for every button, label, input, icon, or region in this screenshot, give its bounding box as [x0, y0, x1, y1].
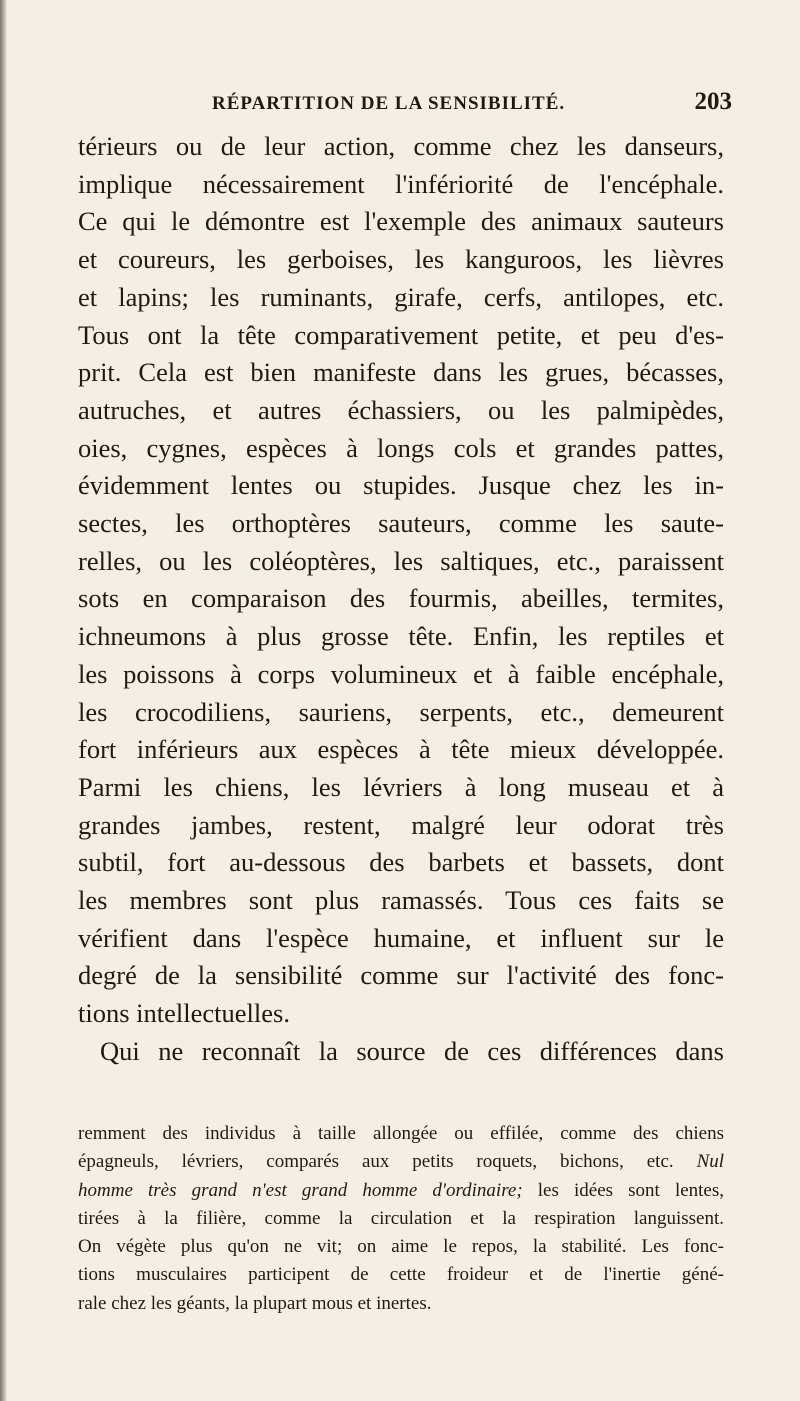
page-number: 203 [694, 88, 732, 115]
text-line: sots en comparaison des fourmis, abeilles, termites, [78, 583, 724, 614]
text-line: relles, ou les coléoptères, les saltiques, etc., paraissent [78, 545, 724, 576]
text-line: prit. Cela est bien manifeste dans les grues, bécasses, [78, 357, 724, 388]
footnote-line [78, 1177, 724, 1205]
footnote-text: les idées sont lentes, [537, 1179, 725, 1201]
footnote-italic-text: homme très grand n'est grand homme d'ordinaire; [78, 1179, 523, 1201]
footnote-line: tirées à la filière, comme la circulation et la respiration languissent. [78, 1207, 724, 1229]
footnote [78, 1120, 724, 1318]
text-line: térieurs ou de leur action, comme chez les danseurs, [78, 131, 724, 161]
text-line: Ce qui le démontre est l'exemple des animaux sauteurs [78, 206, 724, 237]
footnote-line: rale chez les géants, la plupart mous et inertes. [78, 1292, 432, 1314]
running-title: RÉPARTITION DE LA SENSIBILITÉ. [212, 93, 566, 114]
text-line: ichneumons à plus grosse tête. Enfin, les reptiles et [78, 621, 724, 652]
text-line: les membres sont plus ramassés. Tous ces faits se [78, 885, 724, 916]
text-line: oies, cygnes, espèces à longs cols et grandes pattes, [78, 432, 724, 463]
text-line: grandes jambes, restent, malgré leur odorat très [78, 809, 724, 840]
running-header [212, 88, 732, 116]
text-line: évidemment lentes ou stupides. Jusque chez les in- [78, 470, 724, 501]
footnote-line: remment des individus à taille allongée ou effilée, comme des chiens [78, 1123, 724, 1144]
footnote-line: On végète plus qu'on ne vit; on aime le repos, la stabilité. Les fonc- [78, 1236, 724, 1258]
footnote-text: épagneuls, lévriers, comparés aux petits roquets, bichons, etc. [78, 1151, 674, 1173]
footnote-line [78, 1148, 724, 1176]
paragraph-start-line: Qui ne reconnaît la source de ces différences dans [100, 1035, 724, 1066]
text-line: les poissons à corps volumineux et à faible encéphale, [78, 658, 724, 689]
main-text [78, 128, 724, 1071]
text-line: degré de la sensibilité comme sur l'activité des fonc- [78, 960, 724, 991]
text-line: subtil, fort au-dessous des barbets et bassets, dont [78, 847, 724, 878]
text-line: tions intellectuelles. [78, 998, 290, 1029]
text-line: fort inférieurs aux espèces à tête mieux développée. [78, 734, 724, 765]
text-line: les crocodiliens, sauriens, serpents, etc., demeurent [78, 696, 724, 727]
text-line: implique nécessairement l'infériorité de l'encéphale. [78, 168, 724, 199]
text-line: et coureurs, les gerboises, les kanguroos, les lièvres [78, 244, 724, 275]
text-line: autruches, et autres échassiers, ou les palmipèdes, [78, 394, 724, 425]
text-line: vérifient dans l'espèce humaine, et influent sur le [78, 922, 724, 953]
text-line: sectes, les orthoptères sauteurs, comme les saute- [78, 508, 724, 539]
text-line: et lapins; les ruminants, girafe, cerfs, antilopes, etc. [78, 281, 724, 312]
footnote-line: tions musculaires participent de cette froideur et de l'inertie géné- [78, 1264, 724, 1286]
text-line: Tous ont la tête comparativement petite, et peu d'es- [78, 319, 724, 350]
footnote-italic-text: Nul [696, 1151, 725, 1173]
text-line: Parmi les chiens, les lévriers à long museau et à [78, 771, 724, 802]
